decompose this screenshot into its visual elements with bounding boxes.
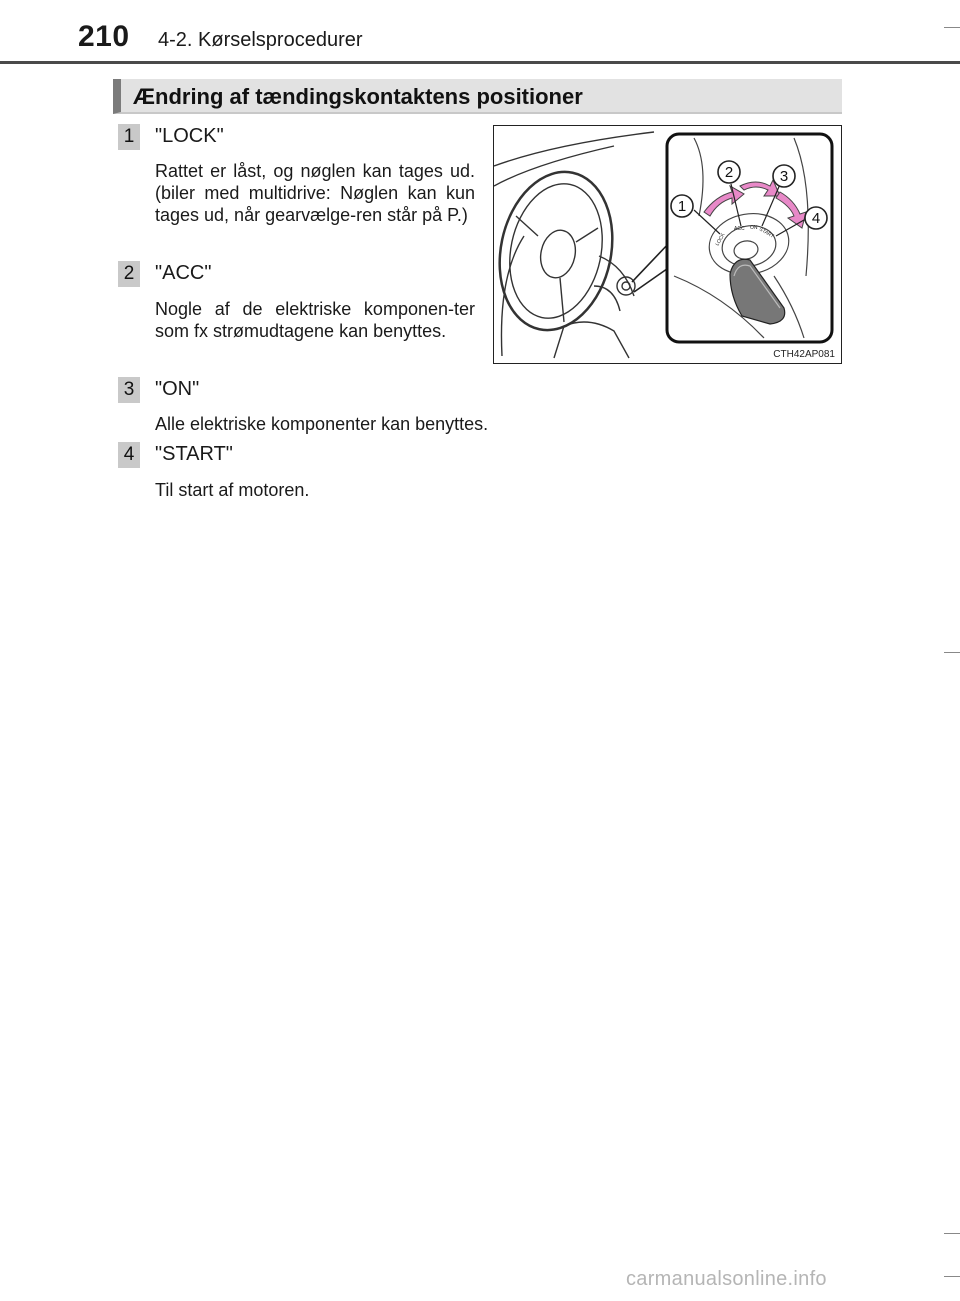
- switch-label-lock: LOCK: [714, 232, 727, 247]
- callout-3: 3: [779, 168, 789, 185]
- illustration-svg: [494, 126, 840, 362]
- item-title-start: "START": [155, 443, 233, 465]
- item-desc-on: Alle elektriske komponenter kan benyttes.: [155, 414, 489, 434]
- section-title: Ændring af tændingskontaktens positioner: [133, 84, 583, 109]
- item-desc-start: Til start af motoren.: [155, 480, 310, 500]
- header-rule: [0, 61, 960, 64]
- callout-1: 1: [677, 198, 687, 215]
- page-number: 210: [78, 20, 130, 53]
- switch-label-on: ON: [750, 225, 758, 231]
- section-header: [113, 79, 842, 114]
- chapter-title: 4-2. Kørselsprocedurer: [158, 29, 363, 51]
- watermark: carmanualsonline.info: [626, 1268, 827, 1290]
- item-number-badge: 2: [118, 261, 140, 287]
- callout-2: 2: [724, 164, 734, 181]
- margin-mark: [944, 27, 960, 28]
- item-number-badge: 1: [118, 124, 140, 150]
- callout-4: 4: [811, 210, 821, 227]
- item-title-lock: "LOCK": [155, 125, 224, 147]
- item-desc-lock: Rattet er låst, og nøglen kan tages ud. (biler med multidrive: Nøglen kan kun tages ud, når gearvælge-ren står på P.): [155, 161, 475, 225]
- switch-label-acc: ACC: [734, 226, 745, 232]
- item-title-on: "ON": [155, 378, 200, 400]
- margin-mark: [944, 1233, 960, 1234]
- switch-label-start: START: [758, 226, 775, 240]
- margin-mark: [944, 1276, 960, 1277]
- margin-mark: [944, 652, 960, 653]
- item-desc-acc: Nogle af de elektriske komponen-ter som fx strømudtagene kan benyttes.: [155, 299, 475, 341]
- item-number-badge: 3: [118, 377, 140, 403]
- figure-code: CTH42AP081: [773, 349, 835, 360]
- item-number-badge: 4: [118, 442, 140, 468]
- item-title-acc: "ACC": [155, 262, 212, 284]
- ignition-switch-illustration: [493, 125, 842, 364]
